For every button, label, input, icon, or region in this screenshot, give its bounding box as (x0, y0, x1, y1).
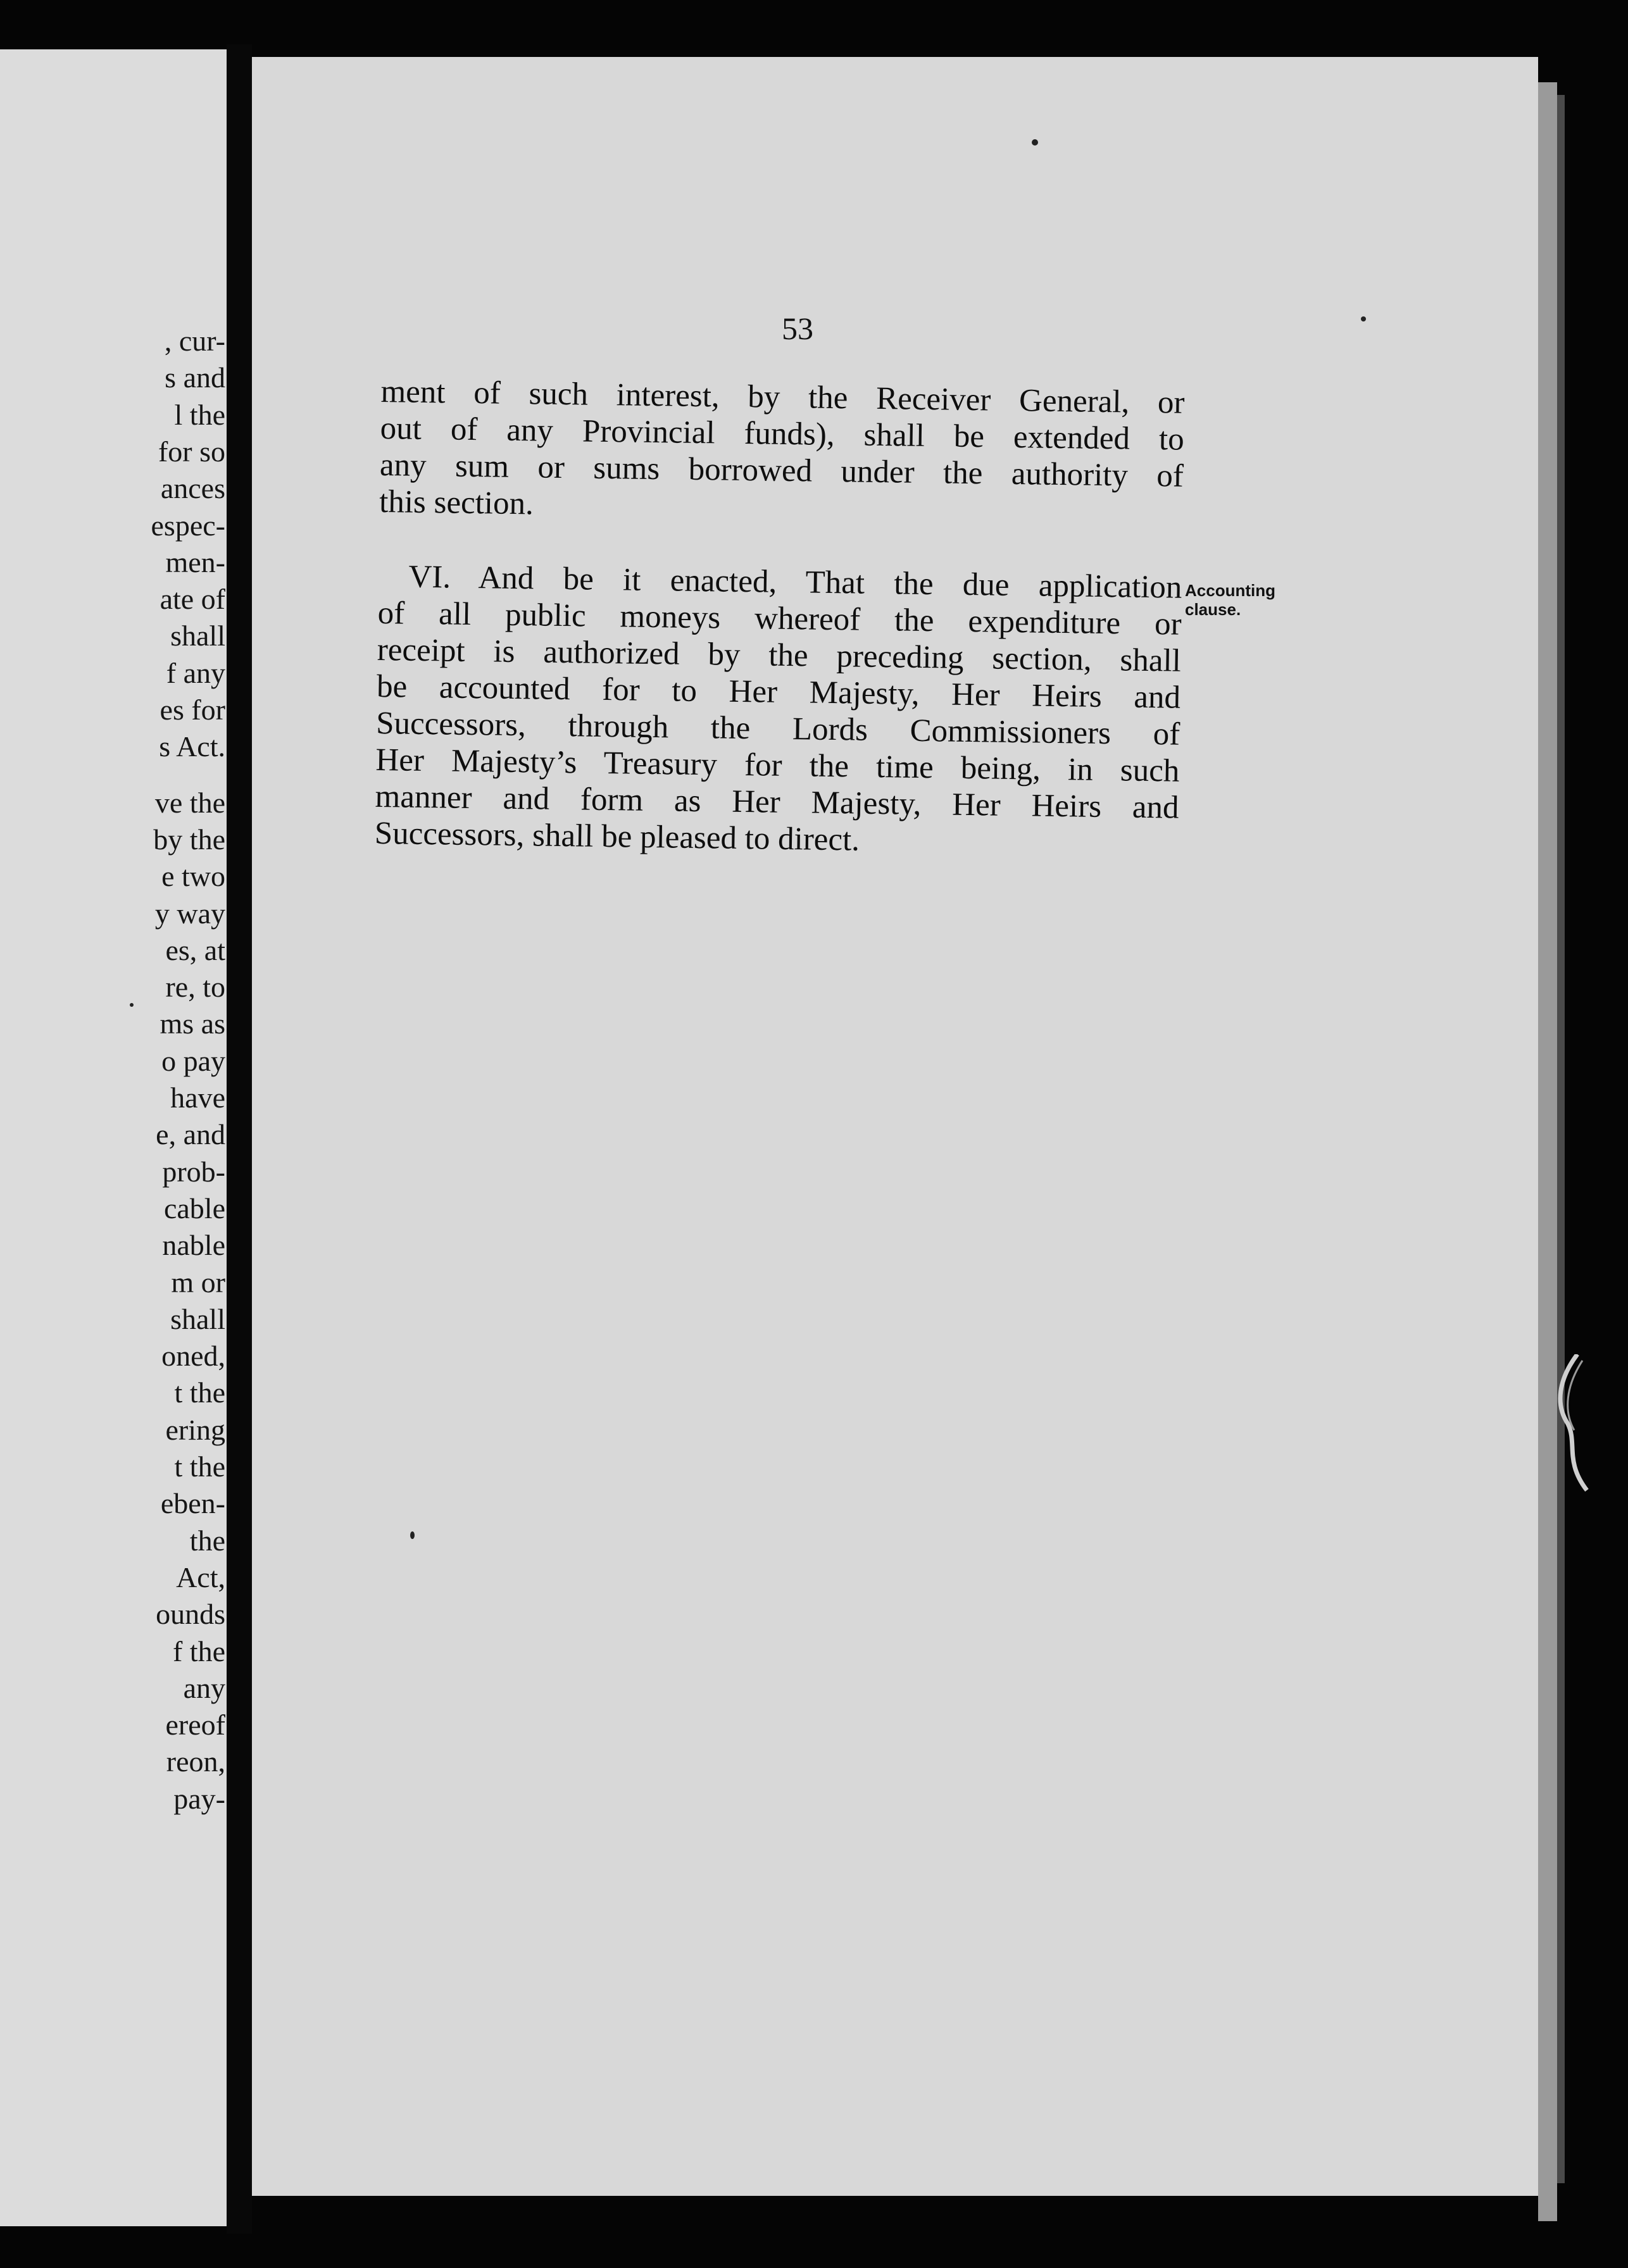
left-page-line: y way (154, 897, 225, 930)
left-page-line: Act, (176, 1561, 225, 1593)
left-page-line: l the (174, 398, 225, 431)
left-page-line: t the (174, 1450, 225, 1483)
book-gutter (227, 44, 252, 2234)
left-page-line: have (170, 1081, 225, 1114)
text-line: VI. And be it enacted, That the due application (408, 559, 1182, 606)
left-page-line: ve the (154, 786, 225, 819)
left-page-line: cable (163, 1192, 225, 1224)
left-page-line: ering (165, 1413, 225, 1446)
left-page-line: f any (166, 656, 225, 689)
paper-speck (1032, 139, 1038, 146)
paper-speck (130, 1003, 134, 1007)
page-edge-shadow (1557, 95, 1565, 2183)
text-line: this section. (379, 483, 534, 522)
left-page-line: ereof (165, 1709, 225, 1742)
left-page-line: for so (158, 435, 225, 468)
text-line: any sum or sums borrowed under the authority of (379, 447, 1184, 494)
left-page-line: prob- (162, 1155, 225, 1188)
text-line: of all public moneys whereof the expenditure or (377, 595, 1182, 642)
body-text (374, 373, 1184, 863)
text-line: Successors, through the Lords Commissioners of (375, 705, 1180, 752)
left-page-line: shall (170, 620, 225, 652)
paper-speck (1361, 316, 1366, 321)
left-page-line: the (189, 1524, 225, 1557)
left-page-line: ances (160, 472, 225, 505)
left-page-line: s and (165, 361, 225, 394)
text-line: be accounted for to Her Majesty, Her Heirs and (376, 668, 1181, 716)
text-line: ment of such interest, by the Receiver General, or (380, 373, 1185, 421)
left-page-line: nable (162, 1229, 225, 1262)
left-page-line: e two (161, 860, 225, 893)
left-page-line: ounds (156, 1598, 225, 1631)
left-page-line: shall (170, 1302, 225, 1335)
left-page-line: es, at (165, 933, 225, 966)
text-line: manner and form as Her Majesty, Her Heirs and (375, 778, 1179, 826)
left-page-line: oned, (161, 1340, 225, 1373)
left-page-line: re, to (165, 971, 225, 1004)
text-line: out of any Provincial funds), shall be extended to (380, 410, 1185, 458)
left-page-line: eben- (160, 1487, 225, 1520)
left-page-line: s Act. (159, 730, 225, 763)
left-page-line: espec- (151, 509, 225, 542)
left-facing-page (0, 49, 227, 2226)
continuation-paragraph (379, 373, 1185, 532)
left-page-line: any (183, 1671, 225, 1704)
page-number: 53 (782, 311, 813, 346)
paper-speck (410, 1531, 415, 1539)
left-page-line: , cur- (164, 325, 225, 357)
text-line: Her Majesty’s Treasury for the time being, in such (375, 742, 1180, 789)
page-edge (1538, 82, 1557, 2221)
left-page-line: e, and (156, 1118, 225, 1151)
margin-note-line: clause. (1185, 600, 1241, 619)
left-page-line: reon, (166, 1745, 225, 1778)
left-page-line: es for (160, 694, 225, 726)
text-line: receipt is authorized by the preceding section, shall (377, 632, 1182, 679)
left-page-line: by the (153, 823, 225, 856)
margin-note-line: Accounting (1185, 581, 1275, 600)
left-page-line: o pay (161, 1044, 225, 1077)
left-page-line: f the (172, 1635, 225, 1667)
margin-note (1185, 581, 1318, 619)
section-vi-paragraph (374, 558, 1182, 863)
text-line: Successors, shall be pleased to direct. (374, 815, 860, 858)
left-page-line: ms as (160, 1007, 225, 1040)
left-page-line: ate of (160, 583, 225, 616)
bookmark-ribbon (1552, 1354, 1590, 1493)
left-page-line: men- (165, 545, 225, 578)
left-page-line: pay- (173, 1782, 225, 1815)
left-page-line: m or (171, 1266, 225, 1299)
left-page-line: t the (174, 1376, 225, 1409)
